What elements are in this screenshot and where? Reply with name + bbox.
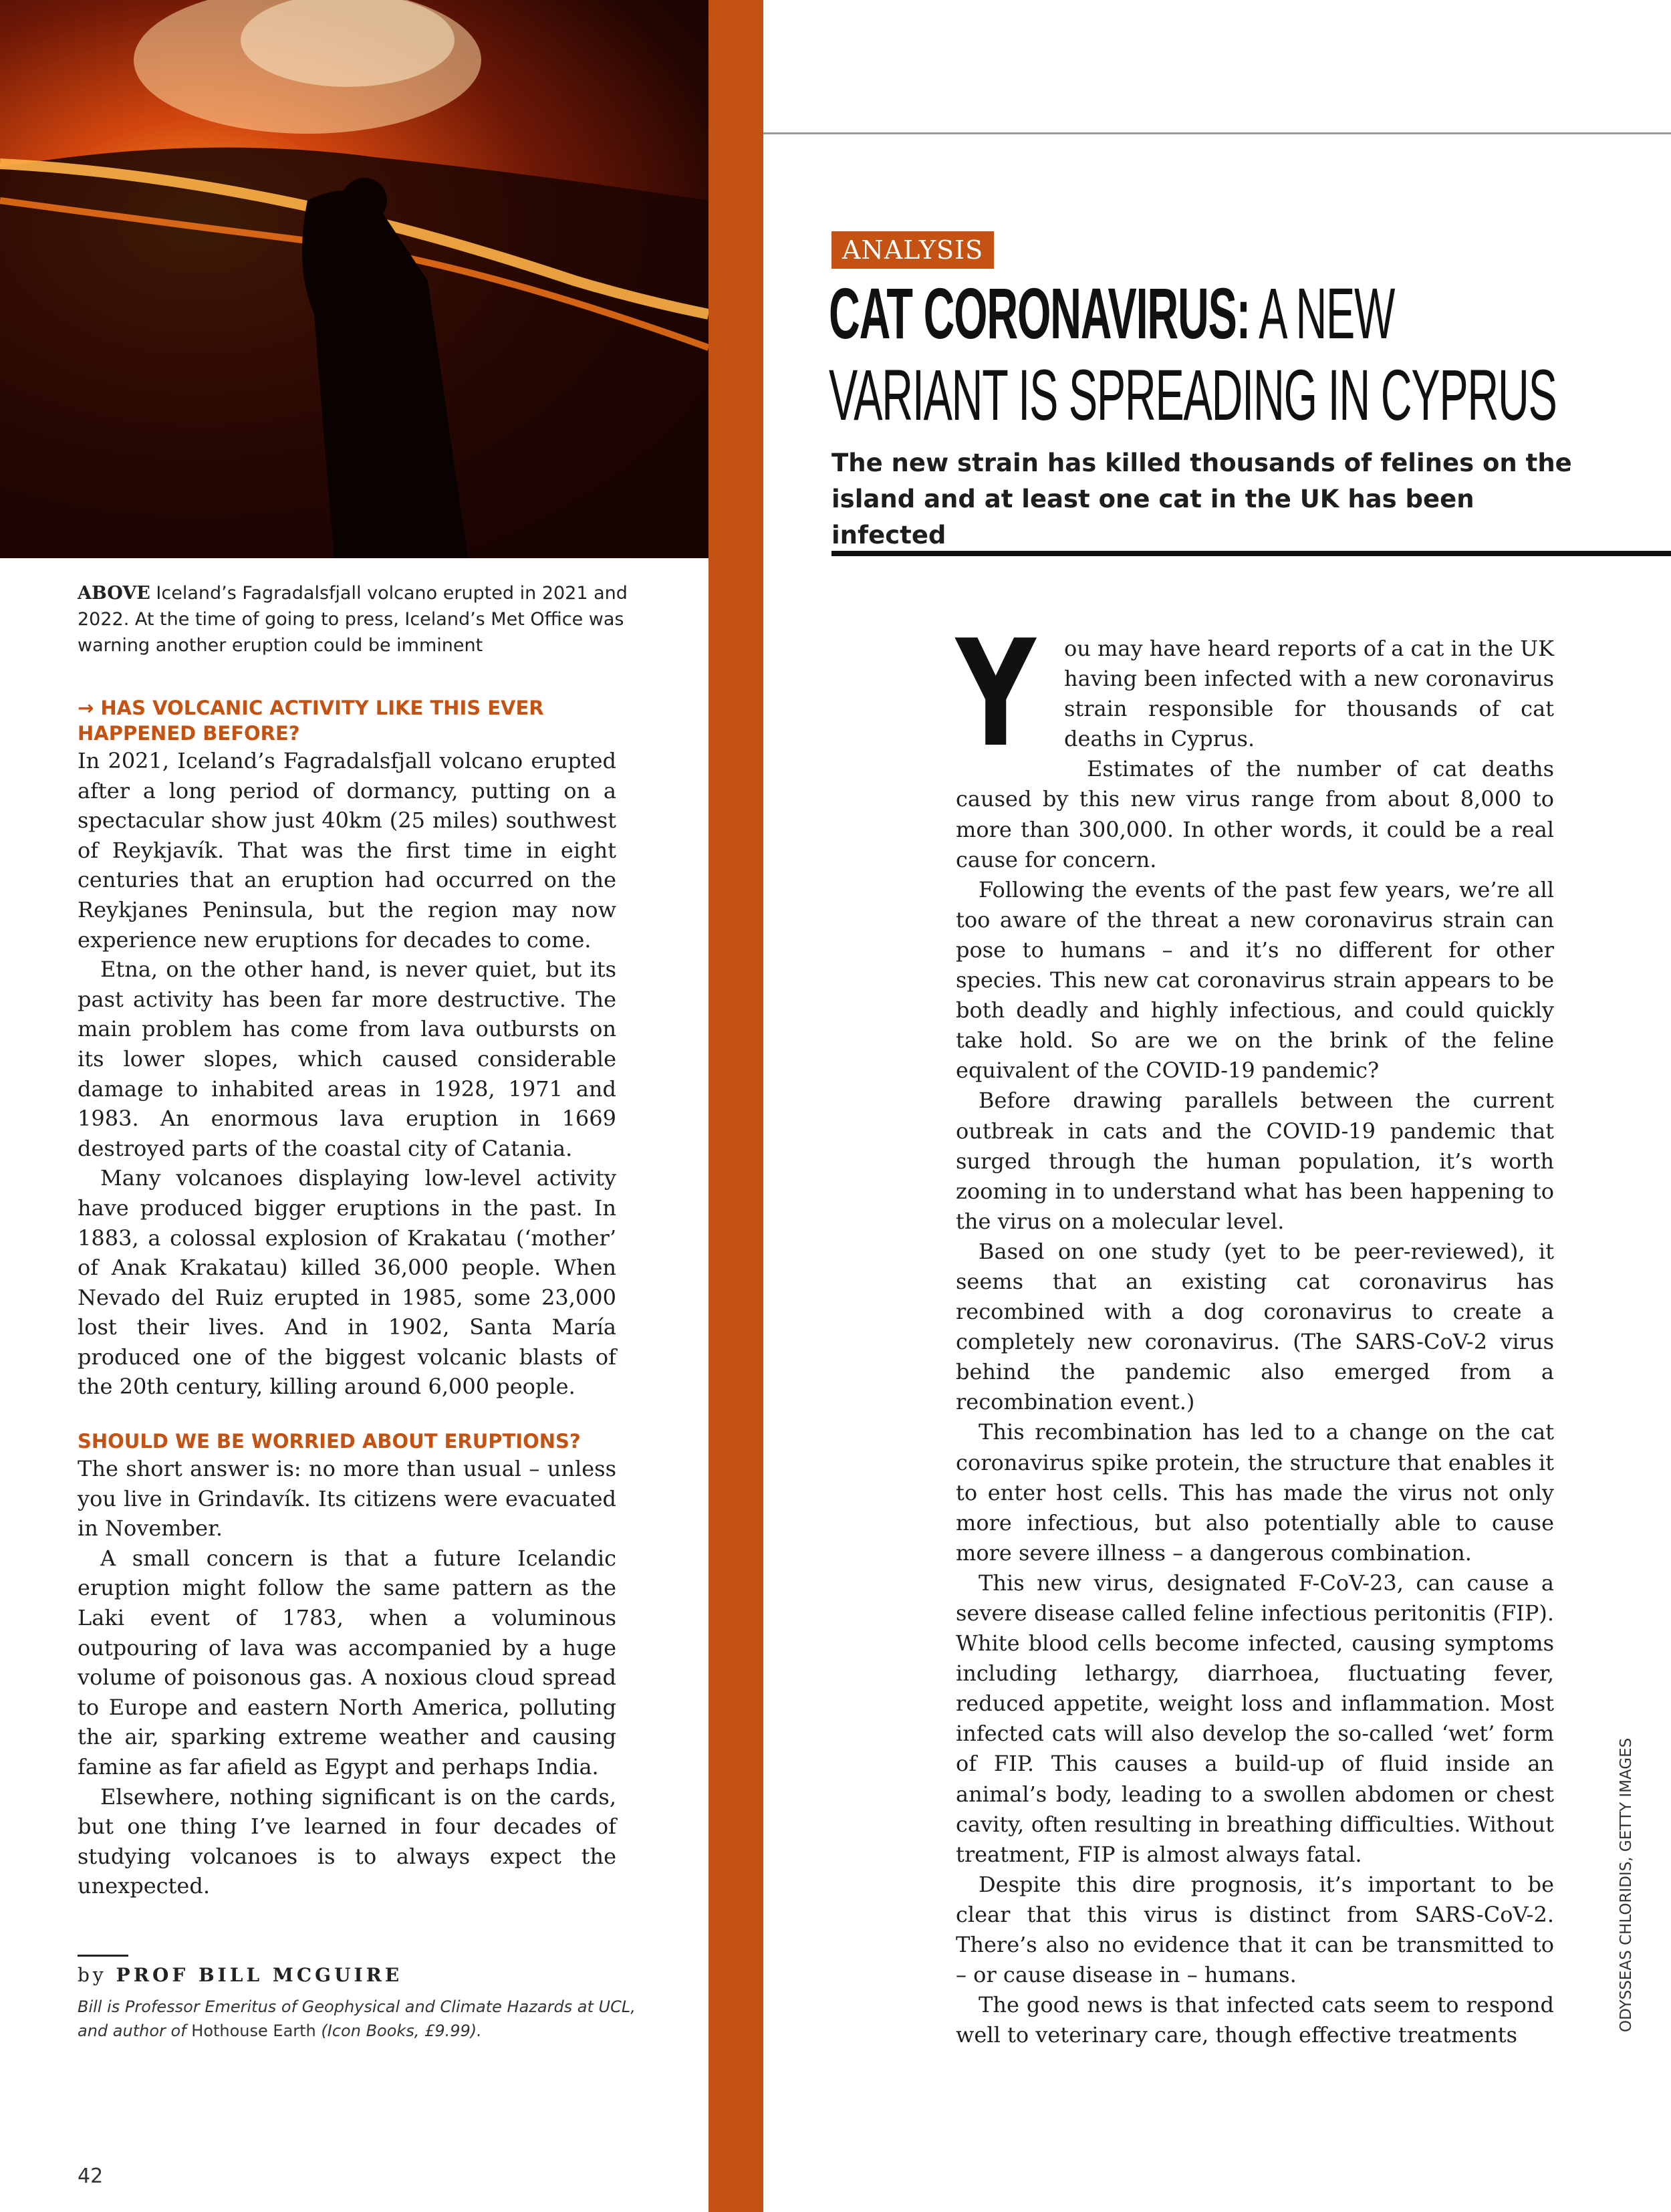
headline-rule [831,551,1671,556]
caption-text: Iceland’s Fagradalsfjall volcano erupted in 2021 and 2022. At the time of going to press, Iceland’s Met Office was warning another eruption could be imminent [78,583,628,656]
standfirst: The new strain has killed thousands of felines on the island and at least one cat in the UK has been infected [831,449,1572,549]
article-paragraph-7: This new virus, designated F-CoV-23, can cause a severe disease called feline infectious peritonitis (FIP). White blood cells become infected, causing symptoms including lethargy, diarrhoea, fluctuating fever, reduced appetite, weight loss and inflammation. Most infected cats will also develop the so-called ‘wet’ form of FIP. This causes a build-up of fluid inside an animal’s body, leading to a swollen abdomen or chest cavity, often resulting in breathing difficulties. Without treatment, FIP is almost always fatal. [956,1570,1554,1867]
headline [829,273,1557,436]
byline-author: PROF BILL MCGUIRE [116,1964,403,1986]
bio-text: Bill is Professor Emeritus of Geophysical and Climate Hazards at UCL, and author of [78,1997,636,2040]
section-tag: ANALYSIS [831,231,994,269]
drop-cap: Y [956,608,1036,779]
subhead-volcanic-activity [78,695,616,746]
article-paragraph-3: Following the events of the past few years, we’re all too aware of the threat a new coronavirus strain can pose to humans – and it’s no different for other species. This new cat coronavirus strain appears to be both deadly and highly infectious, and could quickly take hold. So are we on the brink of the feline equivalent of the COVID-19 pandemic? [956,876,1554,1084]
article-paragraph-1: ou may have heard reports of a cat in the UK having been infected with a new coronavirus strain responsible for thousands of cat deaths in Cyprus. [1064,636,1554,752]
subhead-worried: SHOULD WE BE WORRIED ABOUT ERUPTIONS? [78,1430,581,1453]
subhead-volcanic-activity-text: HAS VOLCANIC ACTIVITY LIKE THIS EVER HAPPENED BEFORE? [78,697,544,745]
left-paragraph-4: The short answer is: no more than usual – unless you live in Grindavík. Its citizens were evacuated in November. [78,1456,616,1542]
arrow-icon: → [78,697,101,719]
author-bio [78,1995,666,2043]
orange-divider-bar [709,0,763,2212]
article-paragraph-2: Estimates of the number of cat deaths caused by this new virus range from about 8,000 to more than 300,000. In other words, it could be a real cause for concern. [956,756,1554,872]
left-paragraph-2: Etna, on the other hand, is never quiet, but its past activity has been far more destructive. The main problem has come from lava outbursts on its lower slopes, which caused considerable damage to inhabited areas in 1928, 1971 and 1983. An enormous lava eruption in 1669 destroyed parts of the coastal city of Catania. [78,957,616,1161]
volcano-scene [0,0,709,558]
left-paragraph-6: Elsewhere, nothing significant is on the cards, but one thing I’ve learned in four decades of studying volcanoes is to always expect the unexpected. [78,1784,616,1899]
photo-credit: ODYSSEAS CHLORIDIS, GETTY IMAGES [1618,1737,1635,2032]
headline-line-2: VARIANT IS SPREADING IN CYPRUS [829,354,1557,435]
headline-bold: CAT CORONAVIRUS: [829,273,1250,354]
volcano-photo [0,0,709,558]
left-column [78,695,616,1901]
left-paragraph-1: In 2021, Iceland’s Fagradalsfjall volcano erupted after a long period of dormancy, putting on a spectacular show just 40km (25 miles) southwest of Reykjavík. That was the first time in eight centuries that an eruption had occurred on the Reykjanes Peninsula, but the region may now experience new eruptions for decades to come. [78,748,616,953]
byline-rule [78,1955,128,1957]
top-rule [763,132,1671,134]
headline-light: A NEW [1249,273,1395,354]
article-paragraph-6: This recombination has led to a change on the cat coronavirus spike protein, the structure that enables it to enter host cells. This has made the virus not only more infectious, but also potentially able to cause more severe illness – a dangerous combination. [956,1419,1554,1566]
article-paragraph-5: Based on one study (yet to be peer-reviewed), it seems that an existing cat coronavirus has recombined with a dog coronavirus to create a completely new coronavirus. (The SARS-CoV-2 virus behind the pandemic also emerged from a recombination event.) [956,1238,1554,1415]
article-paragraph-4: Before drawing parallels between the current outbreak in cats and the COVID-19 pandemic that surged through the human population, it’s worth zooming in to understand what has been happening to the virus on a molecular level. [956,1088,1554,1234]
bio-publisher: (Icon Books, £9.99). [315,2021,482,2040]
caption-label: ABOVE [78,583,150,604]
article-paragraph-9: The good news is that infected cats seem to respond well to veterinary care, though effective treatments [956,1992,1554,2048]
left-paragraph-5: A small concern is that a future Icelandic eruption might follow the same pattern as the Laki event of 1783, when a voluminous outpouring of lava was accompanied by a huge volume of poisonous gas. A noxious cloud spread to Europe and eastern North America, polluting the air, sparking extreme weather and causing famine as far afield as Egypt and perhaps India. [78,1545,616,1779]
byline [78,1964,402,1986]
byline-by: by [78,1964,116,1986]
left-paragraph-3: Many volcanoes displaying low-level activity have produced bigger eruptions in the past. In 1883, a colossal explosion of Krakatau (‘mother’ of Anak Krakatau) killed 36,000 people. When Nevado del Ruiz erupted in 1985, some 23,000 lost their lives. And in 1902, Santa María produced one of the biggest volcanic blasts of the 20th century, killing around 6,000 people. [78,1165,616,1400]
article-body [956,608,1554,2050]
page-number: 42 [78,2165,104,2188]
article-paragraph-8: Despite this dire prognosis, it’s important to be clear that this virus is distinct from SARS-CoV-2. There’s also no evidence that it can be transmitted to – or cause disease in – humans. [956,1871,1554,1988]
photo-caption [78,580,666,658]
book-title: Hothouse Earth [191,2021,316,2040]
